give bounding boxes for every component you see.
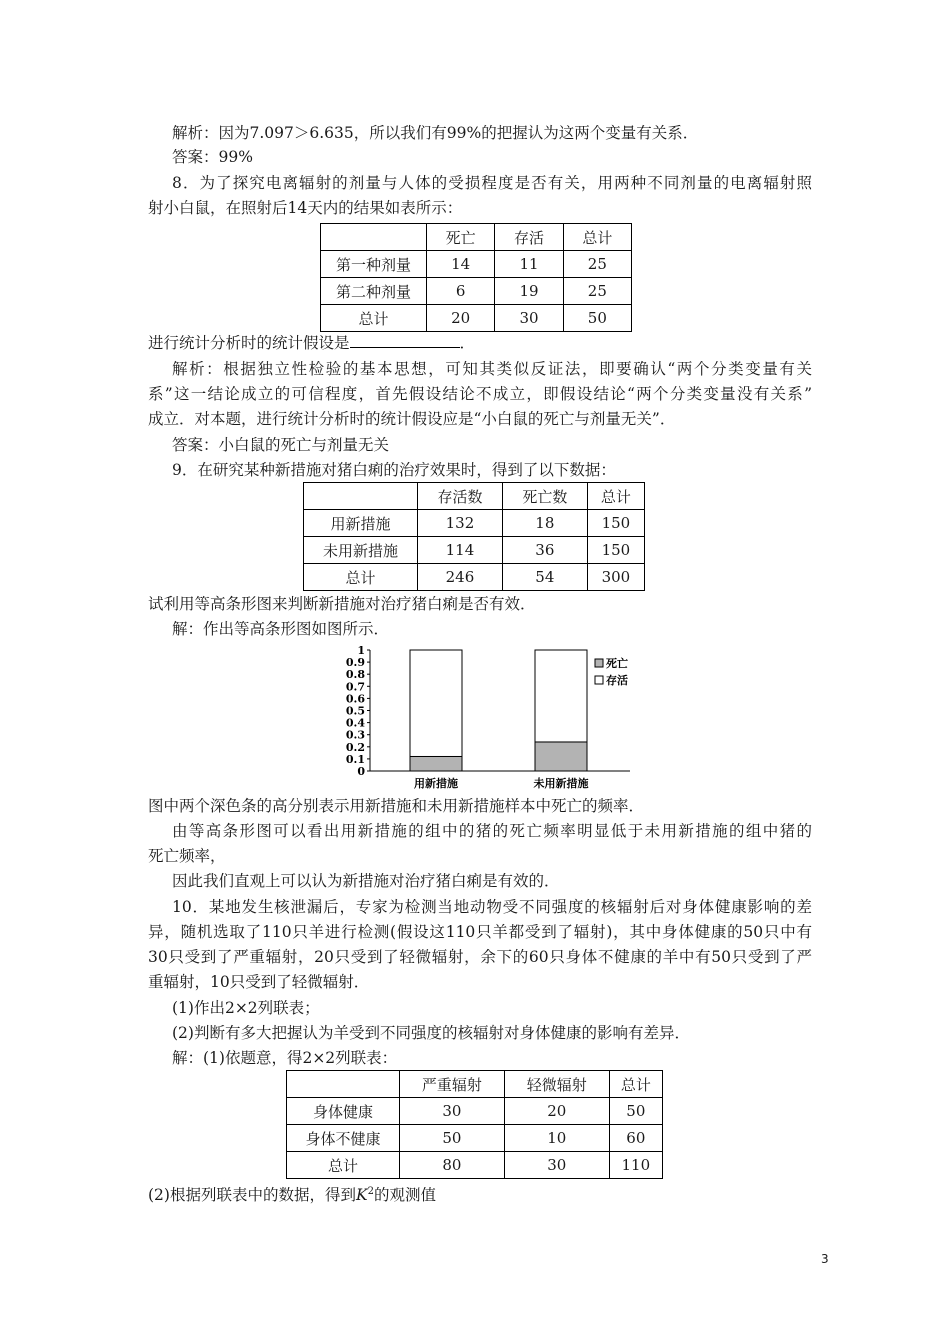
answer-8: 答案：小白鼠的死亡与剂量无关 (172, 436, 390, 454)
table-cell: 死亡 (427, 224, 495, 251)
bar-segment-存活 (535, 650, 587, 742)
bar-segment-死亡 (410, 756, 462, 771)
table-cell: 存活 (495, 224, 563, 251)
table-cell: 25 (563, 251, 631, 278)
question-8-fill-line (148, 332, 475, 354)
table-cell: 死亡数 (502, 483, 587, 510)
table-radiation-health (286, 1070, 663, 1179)
y-tick-label: 0.5 (345, 704, 365, 718)
table-header-row (304, 483, 645, 510)
chart-bars (410, 650, 587, 771)
k2-suffix: 的观测值 (373, 1186, 436, 1205)
solution-9-line2: 由等高条形图可以看出用新措施的组中的猪的死亡频率明显低于未用新措施的组中猪的 (172, 822, 812, 840)
solution-9-line3: 死亡频率， (148, 847, 226, 865)
table-cell: 50 (563, 305, 631, 332)
k2-prefix: (2)根据列联表中的数据，得到 (148, 1186, 356, 1205)
table-cell: 150 (587, 537, 644, 564)
y-tick-label: 0.7 (345, 680, 365, 694)
table-cell: 身体不健康 (287, 1125, 400, 1152)
table-cell: 30 (495, 305, 563, 332)
table-row (304, 537, 645, 564)
y-tick-label: 0.8 (345, 668, 365, 682)
table-row (287, 1125, 663, 1152)
y-tick-label: 0.3 (345, 728, 365, 742)
table-cell: 第一种剂量 (321, 251, 427, 278)
table-cell: 第二种剂量 (321, 278, 427, 305)
question-10-line2: 异，随机选取了110只羊进行检测(假设这110只羊都受到了辐射)，其中身体健康的50只中有 (148, 923, 812, 941)
table-cell: 25 (563, 278, 631, 305)
table-cell: 50 (400, 1125, 505, 1152)
table-row (304, 510, 645, 537)
table-cell: 114 (418, 537, 503, 564)
table-cell: 14 (427, 251, 495, 278)
question-10-part2: (2)判断有多大把握认为羊受到不同强度的核辐射对身体健康的影响有差异． (172, 1024, 690, 1042)
y-tick-label: 0.6 (345, 692, 365, 706)
legend-swatch (595, 676, 603, 684)
analysis-8-line1: 解析：根据独立性检验的基本思想，可知其类似反证法，即要确认“两个分类变量有关 (172, 360, 812, 378)
table-cell: 总计 (321, 305, 427, 332)
x-tick-label: 用新措施 (414, 777, 458, 790)
table-cell: 总计 (563, 224, 631, 251)
table-cell: 总计 (609, 1071, 662, 1098)
table-row (287, 1152, 663, 1179)
table-cell: 150 (587, 510, 644, 537)
table-cell: 132 (418, 510, 503, 537)
legend-label: 死亡 (606, 657, 628, 670)
table-cell: 未用新措施 (304, 537, 418, 564)
bar-segment-存活 (410, 650, 462, 756)
y-tick-label: 0 (357, 765, 365, 778)
analysis-8-line3: 成立．对本题，进行统计分析时的统计假设应是“小白鼠的死亡与剂量无关”． (148, 410, 676, 428)
question-8-line1: 8．为了探究电离辐射的剂量与人体的受损程度是否有关，用两种不同剂量的电离辐射照 (172, 174, 812, 192)
table-row (321, 305, 632, 332)
x-tick-label: 未用新措施 (533, 777, 589, 790)
table-cell (321, 224, 427, 251)
table-cell: 严重辐射 (400, 1071, 505, 1098)
table-cell: 246 (418, 564, 503, 591)
table-cell: 110 (609, 1152, 662, 1179)
y-tick-label: 0.1 (345, 752, 365, 766)
answer-7: 答案：99% (172, 148, 253, 166)
analysis-8-line2: 系”这一结论成立的可信程度，首先假设结论不成立，即假设结论“两个分类变量没有关系” (148, 385, 812, 403)
table-cell: 6 (427, 278, 495, 305)
table-cell: 身体健康 (287, 1098, 400, 1125)
table-cell: 60 (609, 1125, 662, 1152)
table-cell: 存活数 (418, 483, 503, 510)
table-cell: 20 (504, 1098, 609, 1125)
table-cell: 轻微辐射 (504, 1071, 609, 1098)
k-superscript: 2 (367, 1186, 374, 1197)
table-cell: 用新措施 (304, 510, 418, 537)
fill-prefix: 进行统计分析时的统计假设是 (148, 334, 350, 352)
table-cell: 10 (504, 1125, 609, 1152)
table-cell: 80 (400, 1152, 505, 1179)
y-tick-label: 0.9 (345, 656, 365, 670)
x-axis-labels (414, 776, 589, 790)
solution-10-intro: 解：(1)依题意，得2×2列联表： (172, 1049, 398, 1067)
question-8-line2: 射小白鼠，在照射后14天内的结果如表所示： (148, 199, 463, 217)
table-row (321, 278, 632, 305)
table-header-row (321, 224, 632, 251)
solution-9-conclusion: 因此我们直观上可以认为新措施对治疗猪白痢是有效的． (172, 872, 560, 890)
solution-10-part2 (148, 1181, 436, 1206)
table-cell: 36 (502, 537, 587, 564)
stacked-bar-chart (340, 640, 640, 792)
bar-segment-死亡 (535, 742, 587, 771)
solution-9-intro: 解：作出等高条形图如图所示． (172, 620, 390, 638)
table-radiation-dose (320, 223, 632, 332)
y-tick-label: 1 (357, 644, 365, 657)
table-cell (287, 1071, 400, 1098)
table-row (321, 251, 632, 278)
y-tick-label: 0.2 (345, 740, 365, 754)
analysis-7: 解析：因为7.097＞6.635，所以我们有99%的把握认为这两个变量有关系． (172, 124, 699, 142)
k-symbol: K (355, 1186, 368, 1205)
table-cell: 30 (504, 1152, 609, 1179)
table-cell: 19 (495, 278, 563, 305)
solution-9-line1: 图中两个深色条的高分别表示用新措施和未用新措施样本中死亡的频率． (148, 797, 645, 815)
y-tick-label: 0.4 (345, 716, 365, 730)
question-9-task: 试利用等高条形图来判断新措施对治疗猪白痢是否有效． (148, 595, 536, 613)
table-cell: 300 (587, 564, 644, 591)
question-10-line3: 30只受到了严重辐射，20只受到了轻微辐射，余下的60只身体不健康的羊中有50只受到了严 (148, 948, 812, 966)
legend-swatch (595, 659, 603, 667)
table-treatment (303, 482, 645, 591)
question-10-line1: 10．某地发生核泄漏后，专家为检测当地动物受不同强度的核辐射后对身体健康影响的差 (172, 898, 812, 916)
legend-label: 存活 (606, 674, 628, 687)
table-cell: 54 (502, 564, 587, 591)
table-row (287, 1098, 663, 1125)
table-cell: 30 (400, 1098, 505, 1125)
chart-legend (595, 656, 628, 687)
fill-suffix: ． (459, 334, 476, 352)
table-cell: 50 (609, 1098, 662, 1125)
page-number: 3 (821, 1252, 829, 1266)
table-cell (304, 483, 418, 510)
table-cell: 18 (502, 510, 587, 537)
answer-blank (350, 333, 460, 348)
question-9: 9．在研究某种新措施对猪白痢的治疗效果时，得到了以下数据： (172, 461, 616, 479)
table-cell: 总计 (587, 483, 644, 510)
table-cell: 11 (495, 251, 563, 278)
table-row (304, 564, 645, 591)
table-header-row (287, 1071, 663, 1098)
table-cell: 20 (427, 305, 495, 332)
table-cell: 总计 (287, 1152, 400, 1179)
table-cell: 总计 (304, 564, 418, 591)
question-10-line4: 重辐射，10只受到了轻微辐射． (148, 973, 370, 991)
question-10-part1: (1)作出2×2列联表； (172, 999, 320, 1017)
